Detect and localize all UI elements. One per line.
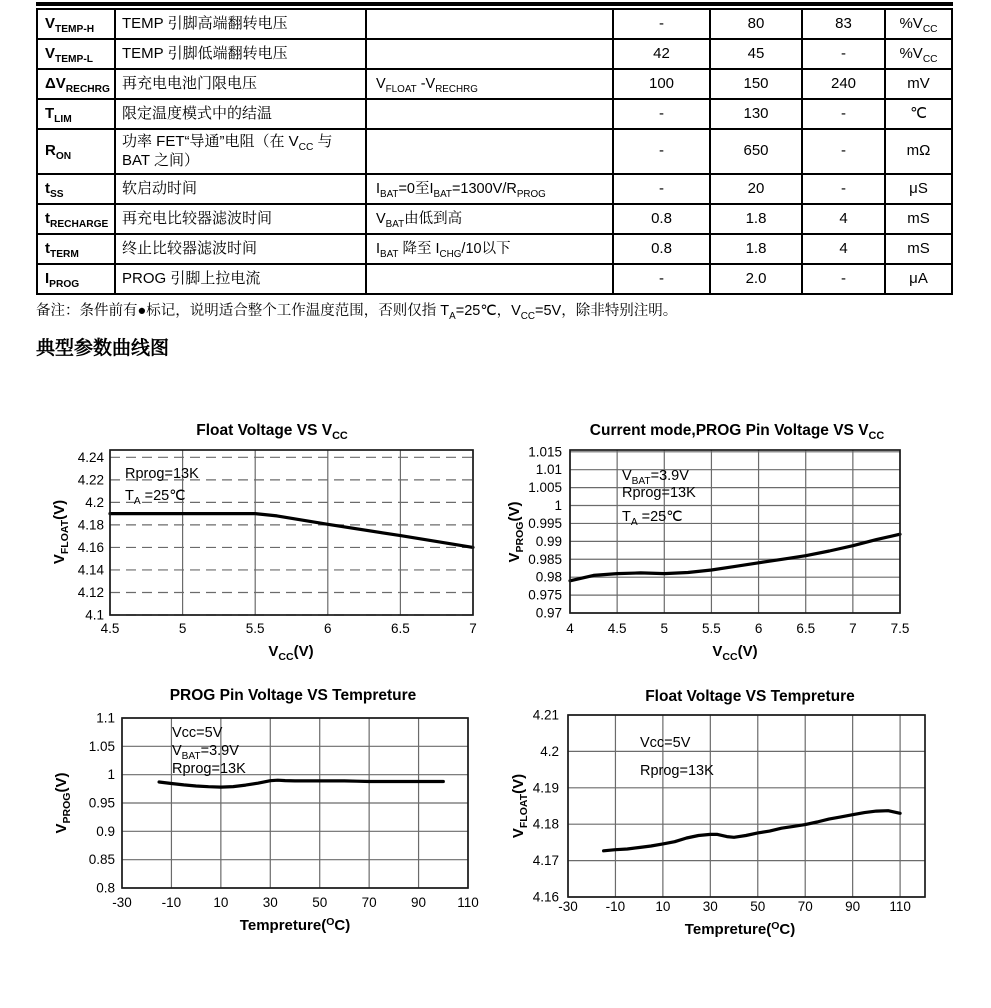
cell-symbol: $V_{TEMP-L}$ [37,39,115,69]
cell-min: 42 [613,39,710,69]
svg-text:4.5: 4.5 [607,621,627,636]
cell-typ: 650 [710,129,802,174]
svg-text:PROG Pin Voltage VS Tempreture: PROG Pin Voltage VS Tempreture [169,687,417,704]
svg-text:4.12: 4.12 [77,584,104,600]
cell-description: 终止比较器滤波时间 [115,234,366,264]
svg-text:0.9: 0.9 [96,823,115,839]
svg-text:TA =25℃: $T_A$ =25℃ [622,509,683,528]
svg-text:0.995: 0.995 [528,515,562,531]
svg-text:4.16: 4.16 [532,889,559,905]
cell-conditions: $I_{BAT}=0$至$I_{BAT}=1300V/R_{PROG}$ [366,174,613,204]
svg-text:6.5: 6.5 [391,621,410,636]
section-title: 典型参数曲线图 [36,338,170,359]
cell-typ: 20 [710,174,802,204]
svg-text:0.85: 0.85 [88,852,115,868]
svg-text:4.2: 4.2 [85,494,104,510]
svg-text:5: 5 [660,621,669,636]
svg-text:1: 1 [554,498,562,514]
cell-max: - [802,99,885,129]
cell-symbol: $T_{LIM}$ [37,99,115,129]
svg-text:-30: -30 [112,895,132,910]
cell-unit: mV [885,69,952,99]
svg-text:4.18: 4.18 [532,816,559,832]
cell-symbol: $t_{RECHARGE}$ [37,204,115,234]
cell-typ: 130 [710,99,802,129]
svg-text:7: 7 [469,621,477,636]
svg-text:VCC(V): $V_{CC}(V)$ [268,643,314,663]
cell-description: 功率 FET“导通”电阻（在 $V_{CC}$ 与 BAT 之间） [115,129,366,174]
svg-text:VPROG(V): $V_{PROG}(V)$ [506,501,526,563]
svg-text:VFLOAT(V): $V_{FLOAT}(V)$ [51,499,71,565]
svg-text:5.5: 5.5 [702,621,721,636]
cell-min: 100 [613,69,710,99]
svg-text:TA =25℃: $T_A$ =25℃ [125,488,186,507]
svg-text:10: 10 [655,899,671,914]
svg-text:VCC(V): $V_{CC}(V)$ [712,643,758,663]
cell-conditions: $I_{BAT}$ 降至 $I_{CHG}/10$以下 [366,234,613,264]
cell-symbol: $\Delta V_{RECHRG}$ [37,69,115,99]
svg-text:VFLOAT(V): $V_{FLOAT}(V)$ [510,773,530,839]
svg-text:0.975: 0.975 [528,587,562,603]
svg-text:Rprog=13K: Rprog=13K [125,466,199,482]
cell-symbol: $V_{TEMP-H}$ [37,9,115,39]
cell-description: TEMP 引脚低端翻转电压 [115,39,366,69]
cell-typ: 80 [710,9,802,39]
svg-text:4.24: 4.24 [77,449,104,465]
svg-text:1.015: 1.015 [528,444,562,460]
svg-text:VPROG(V): $V_{PROG}(V)$ [53,772,73,834]
table-note: 备注：条件前有●标记，说明适合整个工作温度范围，否则仅指 $T_A=25℃$，$V_{CC}=5V$，除非特别注明。 [36,303,678,322]
svg-text:70: 70 [361,895,377,910]
cell-description: 限定温度模式中的结温 [115,99,366,129]
cell-max: - [802,174,885,204]
svg-text:5: 5 [178,621,187,636]
svg-text:1.01: 1.01 [535,462,562,478]
svg-text:Tempreture(OC): Tempreture($^O$C) [239,916,351,934]
cell-symbol: $t_{TERM}$ [37,234,115,264]
svg-text:4.19: 4.19 [532,780,559,796]
svg-text:7: 7 [849,621,857,636]
svg-text:0.95: 0.95 [88,795,115,811]
cell-typ: 1.8 [710,204,802,234]
svg-text:1.05: 1.05 [88,738,115,754]
svg-text:4.5: 4.5 [100,621,120,636]
svg-text:0.99: 0.99 [535,533,562,549]
cell-typ: 1.8 [710,234,802,264]
svg-text:90: 90 [845,899,861,914]
svg-text:-10: -10 [161,895,182,910]
cell-max: 83 [802,9,885,39]
cell-unit: μS [885,174,952,204]
svg-text:4.22: 4.22 [77,472,104,488]
cell-min: - [613,99,710,129]
chart-prog-pin-voltage-vs-tempreture [53,687,479,934]
cell-unit: μA [885,264,952,294]
cell-conditions: $V_{BAT}$由低到高 [366,204,613,234]
svg-text:Current mode,PROG Pin Voltage: Current mode,PROG Pin Voltage VS $V_{CC}$ [589,422,885,442]
svg-text:4.2: 4.2 [540,743,559,759]
cell-description: 软启动时间 [115,174,366,204]
svg-text:Rprog=13K: Rprog=13K [640,763,714,779]
svg-text:Vcc=5V: Vcc=5V [640,735,691,751]
cell-unit: $\%V_{CC}$ [885,9,952,39]
svg-text:30: 30 [262,895,278,910]
svg-text:1: 1 [107,767,115,783]
svg-text:1.1: 1.1 [96,710,115,726]
cell-typ: 2.0 [710,264,802,294]
cell-max: - [802,129,885,174]
cell-unit: $\%V_{CC}$ [885,39,952,69]
curve-float-voltage-vs-tempreture [604,811,901,851]
cell-min: - [613,264,710,294]
svg-text:0.98: 0.98 [535,569,562,585]
svg-text:Float Voltage VS Tempreture: Float Voltage VS Tempreture [645,688,855,705]
svg-text:Rprog=13K: Rprog=13K [622,485,696,501]
svg-text:4.1: 4.1 [85,607,104,623]
chart-prog-pin-voltage-vs-vcc [506,422,909,663]
svg-text:50: 50 [750,899,766,914]
cell-conditions: $V_{FLOAT}$ $-V_{RECHRG}$ [366,69,613,99]
svg-text:5.5: 5.5 [245,621,265,636]
svg-text:VBAT=3.9V: $V_{BAT}=3.9V$ [622,468,689,487]
svg-text:6: 6 [754,621,763,636]
cell-min: - [613,174,710,204]
cell-symbol: $R_{ON}$ [37,129,115,174]
svg-text:Float Voltage VS VCC: Float Voltage VS $V_{CC}$ [196,422,348,442]
cell-min: 0.8 [613,234,710,264]
curve-float-voltage-vs-vcc [110,514,473,548]
svg-text:6.5: 6.5 [796,621,816,636]
svg-text:6: 6 [324,621,332,636]
chart-float-voltage-vs-vcc [51,422,477,663]
svg-text:4.17: 4.17 [532,853,559,869]
cell-typ: 45 [710,39,802,69]
svg-text:7.5: 7.5 [890,621,910,636]
svg-text:-30: -30 [558,899,578,914]
cell-unit: mS [885,234,952,264]
cell-description: 再充电电池门限电压 [115,69,366,99]
curve-prog-pin-voltage-vs-tempreture [159,780,443,787]
cell-description: PROG 引脚上拉电流 [115,264,366,294]
cell-unit: mS [885,204,952,234]
cell-unit: ℃ [885,99,952,129]
cell-unit: mΩ [885,129,952,174]
svg-text:0.985: 0.985 [528,551,562,567]
svg-text:10: 10 [213,895,229,910]
cell-typ: 150 [710,69,802,99]
svg-text:1.005: 1.005 [528,480,562,496]
svg-text:0.97: 0.97 [535,605,562,621]
svg-text:Tempreture(OC): Tempreture($^O$C) [684,920,796,938]
svg-text:110: 110 [889,899,911,914]
svg-text:-10: -10 [605,899,626,914]
svg-text:4.18: 4.18 [77,517,104,533]
cell-symbol: $I_{PROG}$ [37,264,115,294]
svg-text:VBAT=3.9V: $V_{BAT}=3.9V$ [172,743,239,762]
svg-text:50: 50 [312,895,328,910]
svg-text:4.21: 4.21 [532,707,559,723]
cell-max: - [802,264,885,294]
cell-description: TEMP 引脚高端翻转电压 [115,9,366,39]
svg-text:110: 110 [457,895,479,910]
cell-max: - [802,39,885,69]
svg-text:4: 4 [566,621,574,636]
cell-symbol: $t_{SS}$ [37,174,115,204]
svg-text:70: 70 [797,899,813,914]
cell-max: 4 [802,234,885,264]
chart-float-voltage-vs-tempreture [510,688,925,938]
cell-min: - [613,129,710,174]
svg-text:Vcc=5V: Vcc=5V [172,725,223,741]
cell-max: 240 [802,69,885,99]
cell-max: 4 [802,204,885,234]
svg-text:90: 90 [411,895,427,910]
svg-text:4.16: 4.16 [77,539,104,555]
svg-text:0.8: 0.8 [96,880,115,896]
cell-description: 再充电比较器滤波时间 [115,204,366,234]
svg-text:4.14: 4.14 [77,562,104,578]
svg-text:30: 30 [702,899,718,914]
svg-text:Rprog=13K: Rprog=13K [172,761,246,777]
cell-min: - [613,9,710,39]
cell-min: 0.8 [613,204,710,234]
